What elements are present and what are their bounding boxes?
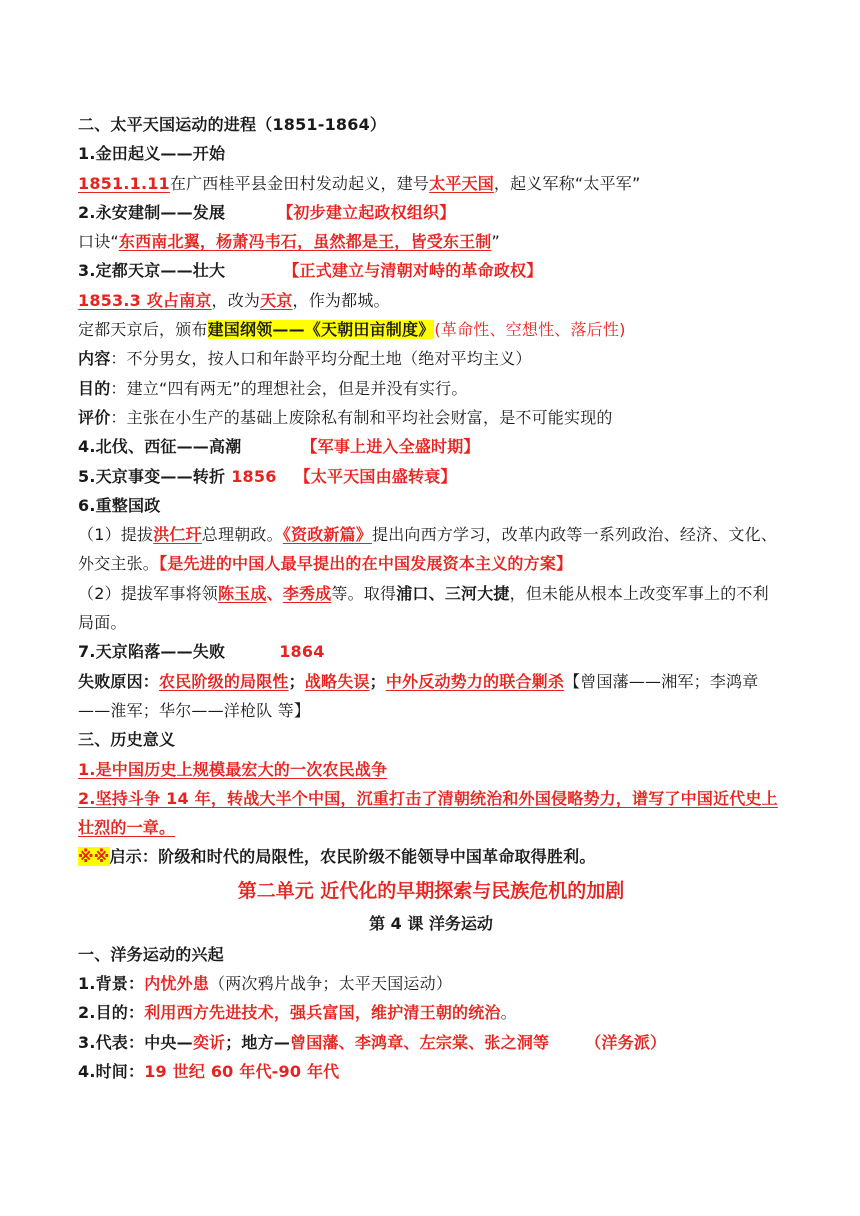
item-tianjing-capital: 3.定都天京——壮大 【正式建立与清朝对峙的革命政权】 [78,261,543,281]
section-heading-taiping-progress: 二、太平天国运动的进程（1851-1864） [78,115,387,134]
lesson-title: 第 4 课 洋务运动 [369,913,493,933]
failure-reasons: 失败原因：农民阶级的局限性；战略失误；中外反动势力的联合剿杀【曾国藩——湘军；李鸿章——淮军；华尔——洋枪队 等】 [78,671,759,720]
representatives-line: 3.代表：中央—奕䜣；地方—曾国藩、李鸿章、左宗棠、张之洞等 （洋务派） [78,1032,667,1052]
pingjia-line: 评价：主张在小生产的基础上废除私有制和平均社会财富，是不可能实现的 [78,407,613,427]
significance-1: 1.是中国历史上规模最宏大的一次农民战争 [78,759,388,779]
jintian-date: 1851.1.11 [78,173,170,193]
item-tianjing-fall: 7.天京陷落——失败 1864 [78,642,325,662]
item-jintian-uprising: 1.金田起义——开始 [78,144,226,164]
nanjing-capture: 1853.3 攻占南京，改为天京，作为都城。 [78,290,390,310]
item-northern-expedition: 4.北伐、西征——高潮 【军事上进入全盛时期】 [78,437,480,457]
qishi-line: ※※启示：阶级和时代的局限性，农民阶级不能领导中国革命取得胜利。 [78,847,596,867]
goal-line: 2.目的：利用西方先进技术，强兵富国，维护清王朝的统治。 [78,1003,517,1023]
mudi-line: 目的：建立“四有两无”的理想社会，但是并没有实行。 [78,378,468,398]
koujue-line: 口诀“东西南北翼，杨萧冯韦石，虽然都是王，皆受东王制” [78,232,500,252]
significance-2: 2.坚持斗争 14 年，转战大半个中国，沉重打击了清朝统治和外国侵略势力，谱写了中国近代史上壮烈的一章。 [78,788,778,838]
yongan-note: 【初步建立起政权组织】 [277,202,456,222]
reorganize-point-2: （2）提拔军事将领陈玉成、李秀成等。取得浦口、三河大捷，但未能从根本上改变军事上的不利局面。 [78,583,769,633]
jintian-detail: 1851.1.11在广西桂平县金田村发动起义，建号太平天国，起义军称“太平军” [78,173,641,193]
koujue-text: 东西南北翼，杨萧冯韦石，虽然都是王，皆受东王制 [118,232,492,252]
section-heading-rise: 一、洋务运动的兴起 [78,944,224,964]
tianjing-note: 【正式建立与清朝对峙的革命政权】 [283,261,543,281]
background-line: 1.背景：内忧外患（两次鸦片战争；太平天国运动） [78,974,453,994]
time-line: 4.时间：19 世纪 60 年代-90 年代 [78,1061,340,1081]
section-heading-significance: 三、历史意义 [78,730,176,750]
neirong-line: 内容：不分男女，按人口和年龄平均分配土地（绝对平均主义） [78,349,532,369]
document-body [78,110,784,1086]
reorganize-point-1: （1）提拔洪仁玕总理朝政。《资政新篇》提出向西方学习，改革内政等一系列政治、经济、文化、外交主张。【是先进的中国人最早提出的在中国发展资本主义的方案】 [78,525,778,574]
item-tianjing-incident: 5.天京事变——转折 1856 【太平天国由盛转衰】 [78,466,457,486]
gangling-line: 定都天京后，颁布建国纲领——《天朝田亩制度》(革命性、空想性、落后性) [78,320,626,340]
item-yongan: 2.永安建制——发展 【初步建立起政权组织】 [78,202,456,222]
taiping-tianguo-name: 太平天国 [429,173,494,193]
qishi-mark: ※※ [78,847,110,867]
tianchao-tianmu-highlight: 建国纲领——《天朝田亩制度》 [207,320,435,340]
item-reorganize: 6.重整国政 [78,495,161,515]
unit-title: 第二单元 近代化的早期探索与民族危机的加剧 [237,879,625,902]
